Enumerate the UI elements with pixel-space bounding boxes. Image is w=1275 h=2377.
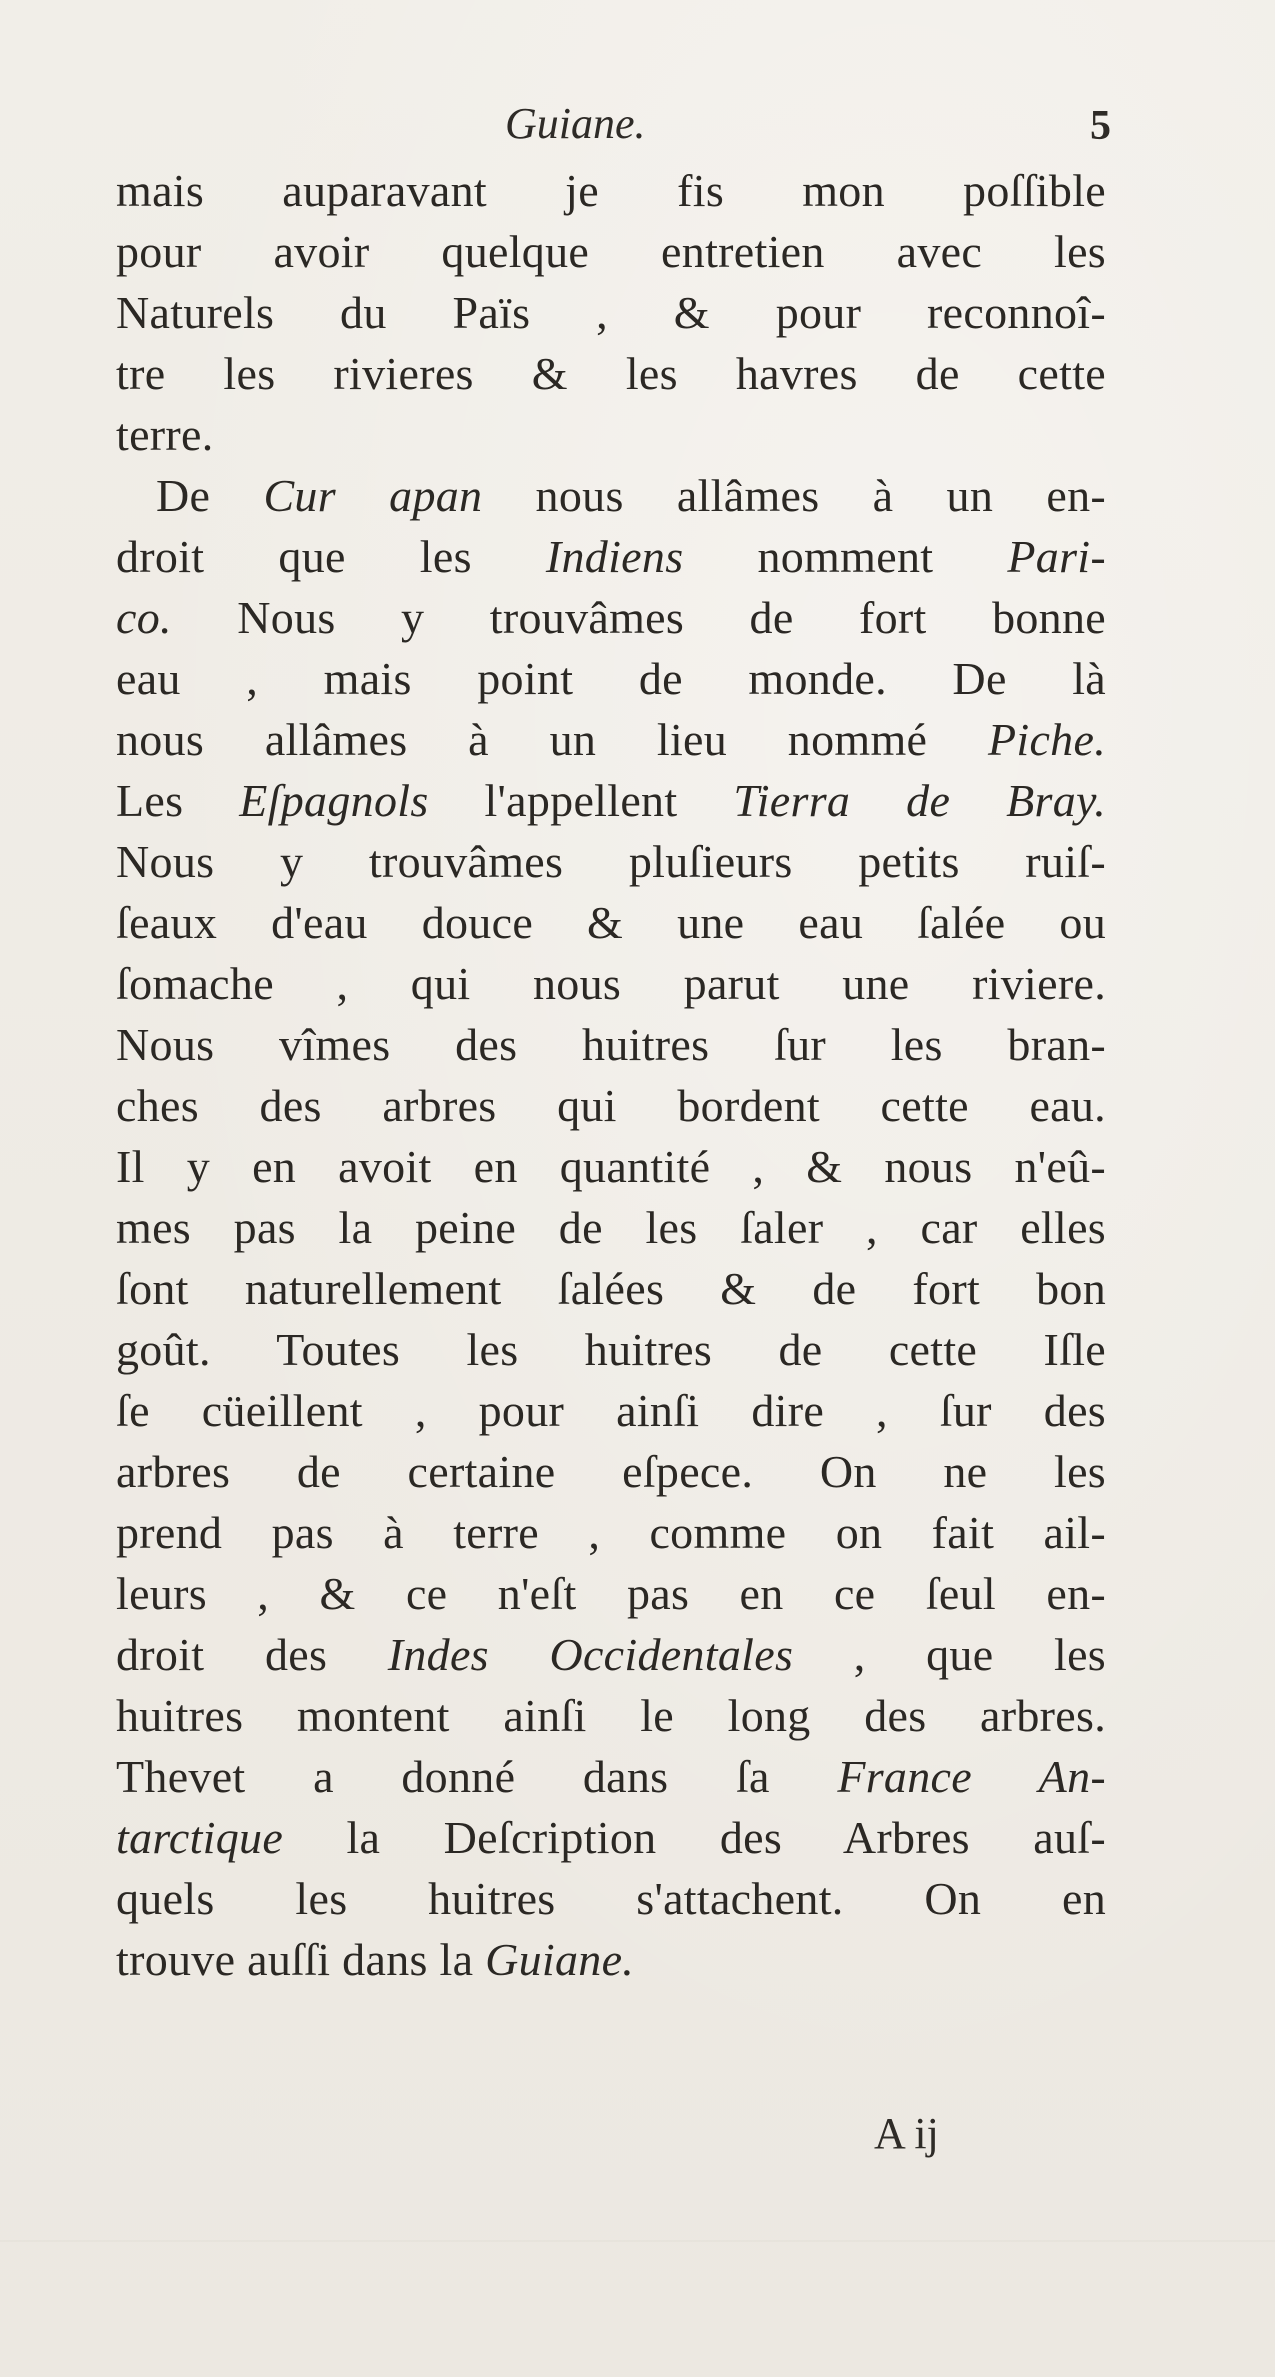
- book-title: tarctique: [116, 1812, 284, 1863]
- text-line: [116, 1746, 1106, 1807]
- text-span: la Deſcription des Arbres auſ-: [283, 1812, 1106, 1863]
- text-line: tre les rivieres & les havres de cette: [116, 348, 1106, 399]
- book-title: France An-: [837, 1751, 1106, 1802]
- page-fold: [0, 2240, 1275, 2242]
- text-line: [116, 709, 1106, 770]
- text-line: eau , mais point de monde. De là: [116, 653, 1106, 704]
- place-name: Piche.: [987, 714, 1106, 765]
- text-line: ſeaux d'eau douce & une eau ſalée ou: [116, 897, 1106, 948]
- text-line: Naturels du Païs , & pour reconnoî-: [116, 287, 1106, 338]
- text-span: Nous y trouvâmes de fort bonne: [171, 592, 1106, 643]
- text-line: terre.: [116, 409, 214, 460]
- page-header: [0, 98, 1275, 158]
- text-line: [116, 1807, 1106, 1868]
- text-span: nomment: [683, 531, 1008, 582]
- text-span: De: [156, 470, 264, 521]
- text-line: goût. Toutes les huitres de cette Iſle: [116, 1324, 1106, 1375]
- text-line: mes pas la peine de les ſaler , car elles: [116, 1202, 1106, 1253]
- text-line: mais auparavant je fis mon poſſible: [116, 165, 1106, 216]
- place-name: Pari-: [1007, 531, 1106, 582]
- text-span: nous allâmes à un lieu nommé: [116, 714, 988, 765]
- text-span: nous allâmes à un en-: [482, 470, 1106, 521]
- text-line: Nous vîmes des huitres ſur les bran-: [116, 1019, 1106, 1070]
- emphasis: Eſpagnols: [239, 775, 429, 826]
- text-line: [116, 526, 1106, 587]
- running-title: Guiane.: [505, 99, 646, 148]
- text-line: ches des arbres qui bordent cette eau.: [116, 1080, 1106, 1131]
- place-name: co.: [116, 592, 172, 643]
- text-line: arbres de certaine eſpece. On ne les: [116, 1446, 1106, 1497]
- text-line: huitres montent ainſi le long des arbres.: [116, 1690, 1106, 1741]
- place-name: Tierra de Bray.: [733, 775, 1106, 826]
- text-span: droit des: [116, 1629, 388, 1680]
- place-name: Cur apan: [263, 470, 483, 521]
- text-line: [116, 1624, 1106, 1685]
- text-span: , que les: [793, 1629, 1106, 1680]
- text-span: Les: [116, 775, 240, 826]
- text-line: pour avoir quelque entretien avec les: [116, 226, 1106, 277]
- emphasis: Indiens: [545, 531, 684, 582]
- text-line: ſe cüeillent , pour ainſi dire , ſur des: [116, 1385, 1106, 1436]
- text-line: quels les huitres s'attachent. On en: [116, 1873, 1106, 1924]
- text-line: Nous y trouvâmes pluſieurs petits ruiſ-: [116, 836, 1106, 887]
- signature-mark: A ij: [874, 2109, 939, 2158]
- text-line: [116, 587, 1106, 648]
- text-line: [116, 465, 1106, 526]
- text-span: Thevet a donné dans ſa: [116, 1751, 838, 1802]
- place-name: Indes Occidentales: [387, 1629, 794, 1680]
- text-span: droit que les: [116, 531, 546, 582]
- page-number: 5: [1090, 103, 1111, 149]
- text-line: ſont naturellement ſalées & de fort bon: [116, 1263, 1106, 1314]
- text-line: [116, 770, 1106, 831]
- text-line: leurs , & ce n'eſt pas en ce ſeul en-: [116, 1568, 1106, 1619]
- text-line: Il y en avoit en quantité , & nous n'eû-: [116, 1141, 1106, 1192]
- text-line: prend pas à terre , comme on fait ail-: [116, 1507, 1106, 1558]
- text-line: [116, 1929, 1106, 1990]
- text-span: l'appellent: [428, 775, 734, 826]
- place-name: Guiane.: [485, 1934, 635, 1985]
- text-line: ſomache , qui nous parut une riviere.: [116, 958, 1106, 1009]
- text-span: trouve auſſi dans la: [116, 1934, 486, 1985]
- body-text: [116, 160, 1106, 1990]
